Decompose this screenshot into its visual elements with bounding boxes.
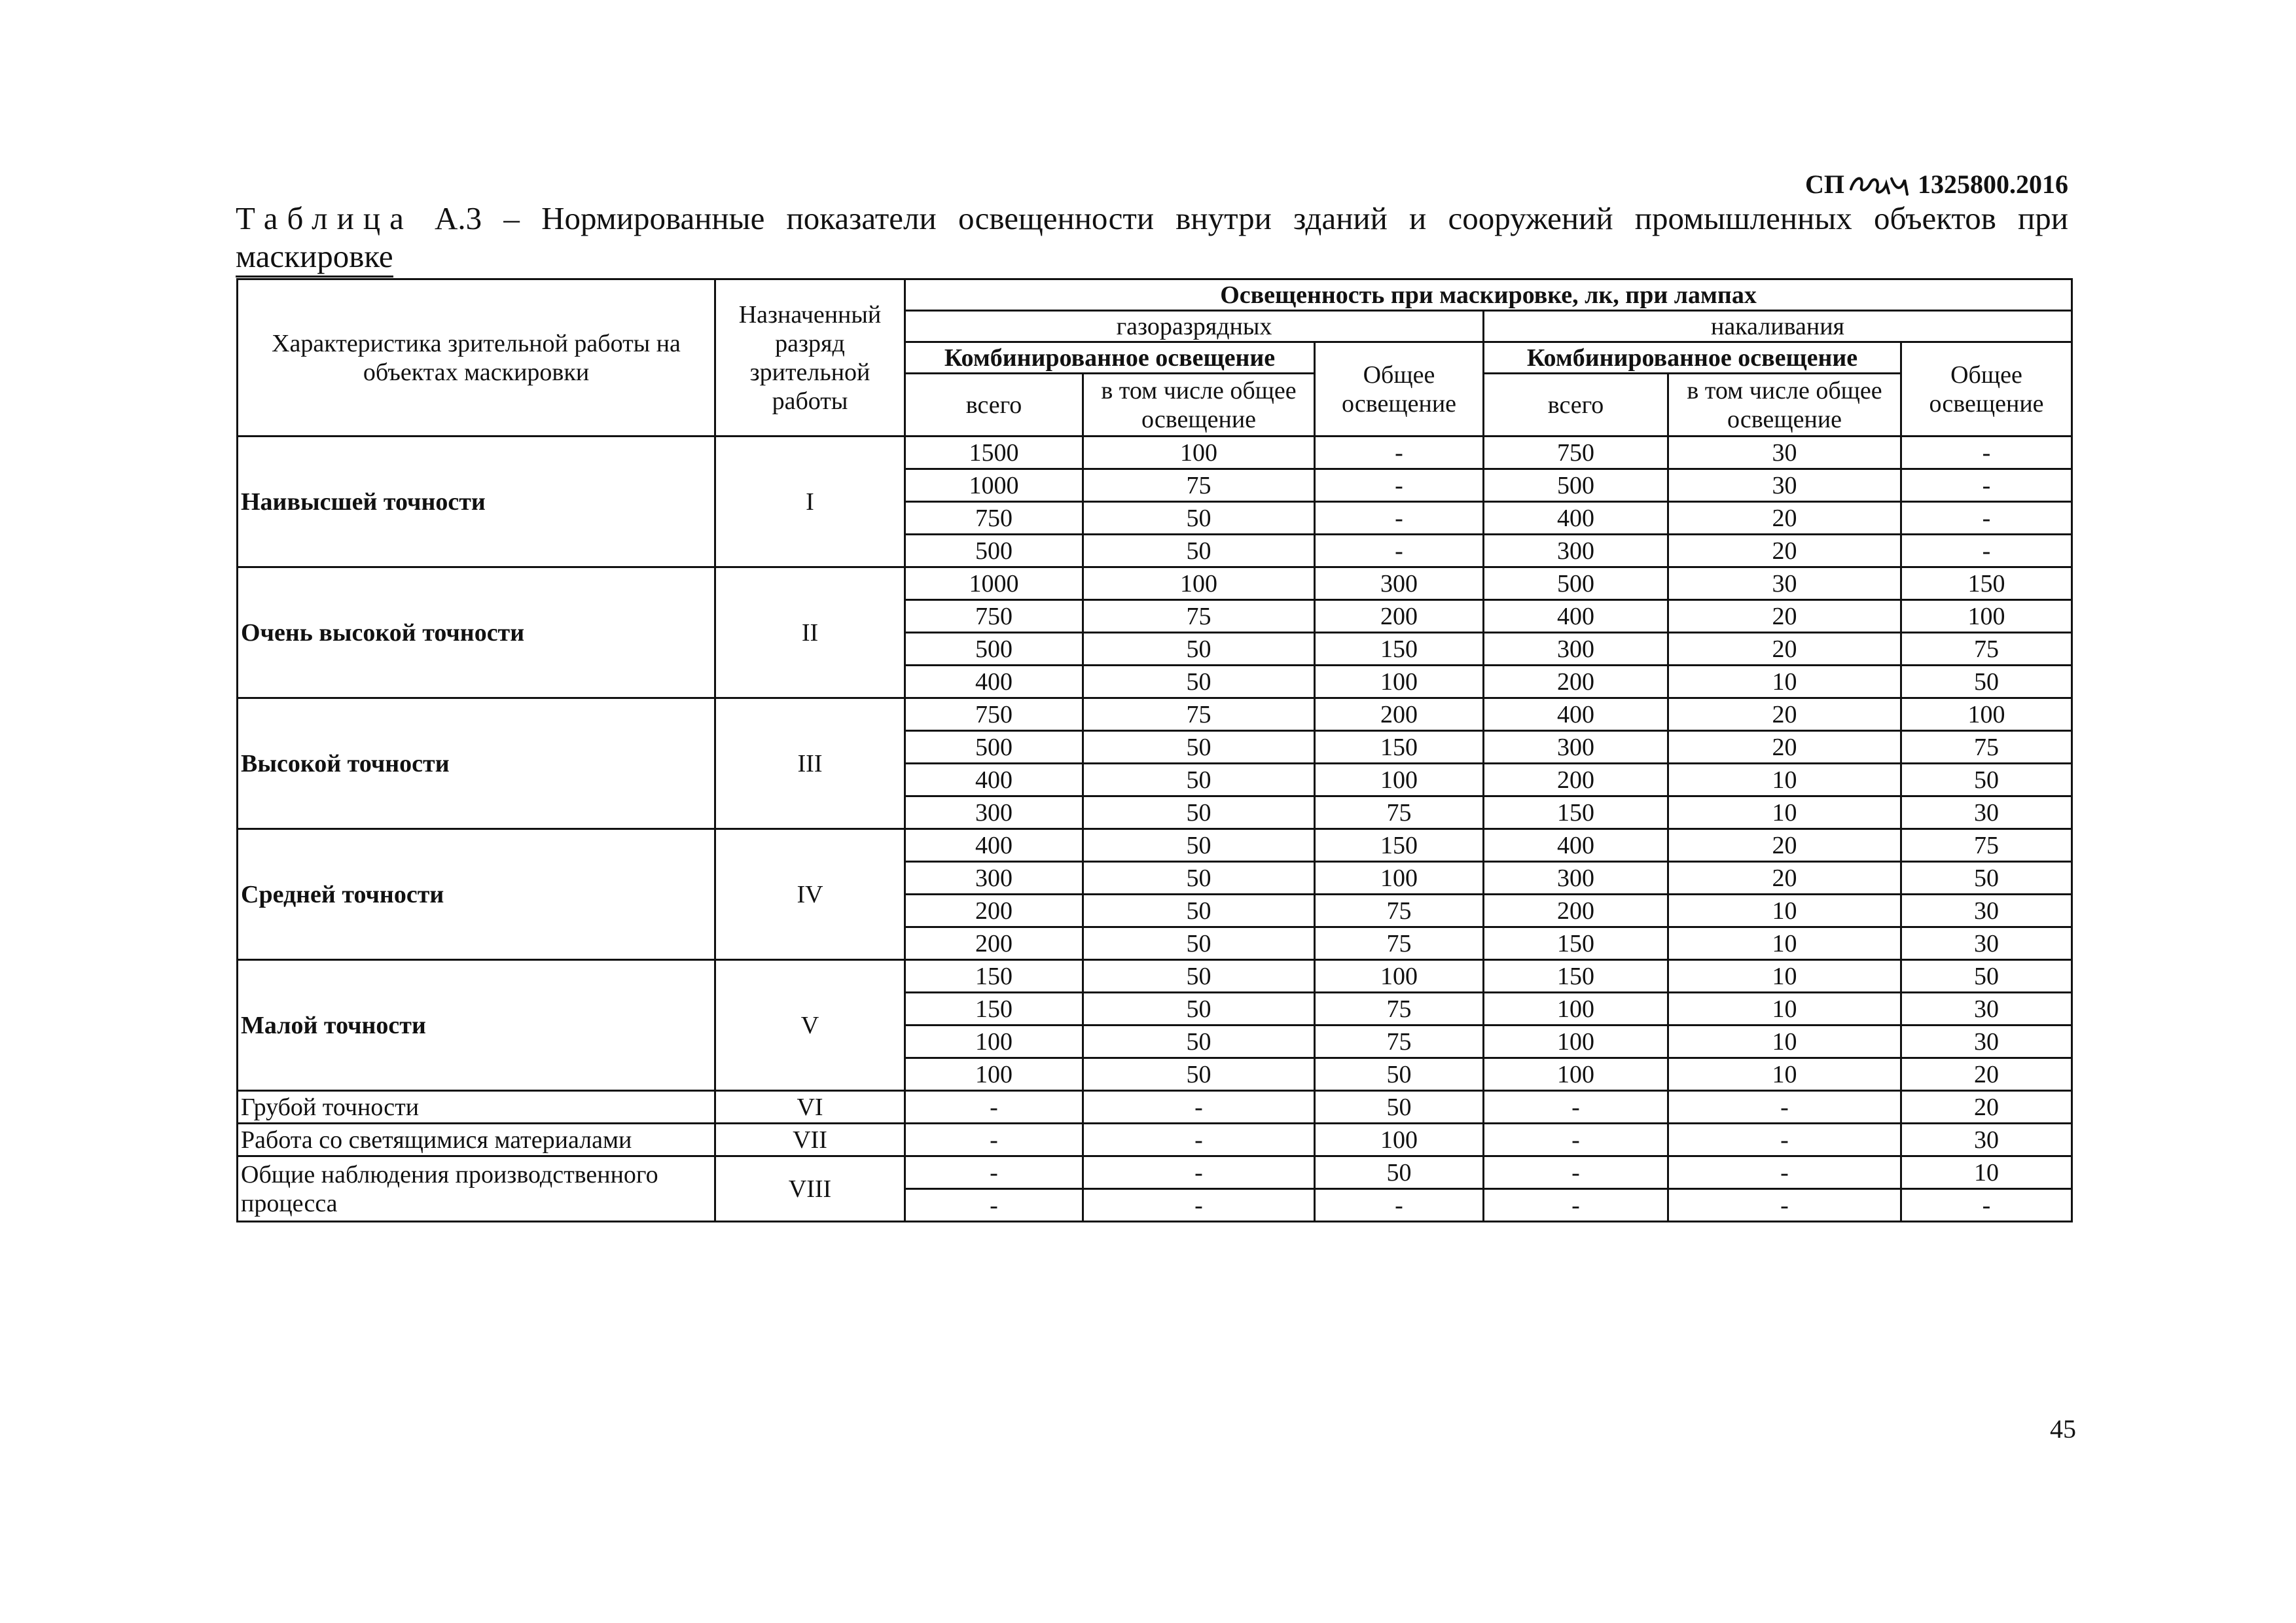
illuminance-value: 100 — [1901, 698, 2072, 731]
illuminance-value: 100 — [1484, 1058, 1668, 1091]
illuminance-value: 50 — [1315, 1156, 1484, 1189]
illuminance-value: 400 — [905, 829, 1083, 862]
illuminance-value: 10 — [1668, 796, 1901, 829]
work-characteristic: Наивысшей точности — [238, 437, 715, 567]
caption-text: А.3 – Нормированные показатели освещенности внутри зданий и сооружений промышленных объектов при — [435, 200, 2069, 236]
illuminance-value: - — [1315, 469, 1484, 502]
illuminance-value: 300 — [905, 862, 1083, 895]
illuminance-value: 75 — [1315, 1026, 1484, 1058]
illuminance-value: 10 — [1668, 895, 1901, 927]
table-row — [238, 698, 2072, 731]
illuminance-value: 30 — [1901, 993, 2072, 1026]
handwritten-number-signature — [1848, 169, 1914, 200]
work-characteristic: Работа со светящимися материалами — [238, 1124, 715, 1156]
illuminance-value: 20 — [1901, 1058, 2072, 1091]
illuminance-value: 20 — [1668, 600, 1901, 633]
illuminance-value: 150 — [905, 993, 1083, 1026]
illuminance-value: 300 — [1484, 862, 1668, 895]
illuminance-value: 75 — [1315, 927, 1484, 960]
illuminance-value: 75 — [1083, 698, 1315, 731]
illuminance-value: - — [1083, 1091, 1315, 1124]
illuminance-value: 150 — [1484, 927, 1668, 960]
header-incl-general-discharge: в том числе общее освещение — [1083, 374, 1315, 437]
illuminance-value: 200 — [1484, 666, 1668, 698]
illuminance-value: - — [1315, 502, 1484, 535]
illuminance-value: 50 — [1083, 764, 1315, 796]
work-characteristic: Высокой точности — [238, 698, 715, 829]
illuminance-value: 75 — [1083, 469, 1315, 502]
illuminance-value: 30 — [1901, 796, 2072, 829]
illuminance-value: 50 — [1315, 1058, 1484, 1091]
illuminance-value: 750 — [905, 600, 1083, 633]
illuminance-value: 150 — [1315, 731, 1484, 764]
work-characteristic: Средней точности — [238, 829, 715, 960]
illuminance-value: - — [1901, 535, 2072, 567]
caption-continuation: маскировке — [236, 238, 393, 277]
illuminance-value: - — [1315, 437, 1484, 469]
illuminance-value: 300 — [1484, 633, 1668, 666]
table-row — [238, 1124, 2072, 1156]
illuminance-value: - — [905, 1156, 1083, 1189]
illuminance-value: 1000 — [905, 567, 1083, 600]
illuminance-value: 150 — [1315, 633, 1484, 666]
illuminance-value: 75 — [1315, 895, 1484, 927]
illuminance-value: 50 — [1901, 666, 2072, 698]
illuminance-value: 150 — [1484, 960, 1668, 993]
illuminance-value: 150 — [905, 960, 1083, 993]
illuminance-value: 400 — [1484, 829, 1668, 862]
header-combined-discharge: Комбинированное освещение — [905, 342, 1315, 374]
illuminance-value: - — [1901, 1189, 2072, 1222]
illuminance-value: - — [1668, 1189, 1901, 1222]
illuminance-value: 50 — [1083, 862, 1315, 895]
illuminance-value: 50 — [1083, 502, 1315, 535]
illuminance-value: 1500 — [905, 437, 1083, 469]
illuminance-value: 10 — [1668, 1026, 1901, 1058]
illuminance-value: 100 — [1315, 666, 1484, 698]
illuminance-value: 200 — [1484, 764, 1668, 796]
header-characteristic: Характеристика зрительной работы на объектах маскировки — [238, 279, 715, 437]
illuminance-value: - — [905, 1091, 1083, 1124]
illuminance-value: 50 — [1083, 993, 1315, 1026]
page-number: 45 — [2050, 1414, 2076, 1444]
illuminance-value: 20 — [1668, 535, 1901, 567]
work-category: II — [715, 567, 905, 698]
table-row — [238, 829, 2072, 862]
illuminance-value: 20 — [1668, 829, 1901, 862]
illuminance-value: 200 — [1315, 600, 1484, 633]
illuminance-value: 200 — [1484, 895, 1668, 927]
illuminance-value: 50 — [1901, 764, 2072, 796]
table-row — [238, 567, 2072, 600]
illuminance-value: 400 — [905, 764, 1083, 796]
illuminance-value: 75 — [1901, 731, 2072, 764]
illuminance-value: 100 — [905, 1058, 1083, 1091]
header-incl-general-incandescent: в том числе общее освещение — [1668, 374, 1901, 437]
header-incandescent-lamps: накаливания — [1484, 311, 2072, 342]
illuminance-value: - — [1083, 1156, 1315, 1189]
illuminance-value: 500 — [905, 535, 1083, 567]
header-total-incandescent: всего — [1484, 374, 1668, 437]
illuminance-value: - — [1484, 1091, 1668, 1124]
illuminance-value: 100 — [1315, 764, 1484, 796]
illuminance-value: 400 — [905, 666, 1083, 698]
illuminance-value: 50 — [1083, 535, 1315, 567]
table-row — [238, 437, 2072, 469]
illuminance-value: 750 — [905, 698, 1083, 731]
illuminance-value: - — [1315, 1189, 1484, 1222]
illuminance-value: 30 — [1668, 469, 1901, 502]
illuminance-value: - — [1484, 1124, 1668, 1156]
illuminance-value: 100 — [1083, 437, 1315, 469]
illuminance-value: 30 — [1668, 567, 1901, 600]
illuminance-value: 50 — [1083, 829, 1315, 862]
illuminance-value: 10 — [1668, 666, 1901, 698]
illuminance-value: 400 — [1484, 698, 1668, 731]
illuminance-value: 500 — [1484, 567, 1668, 600]
work-characteristic: Общие наблюдения производственного процесса — [238, 1156, 715, 1222]
illuminance-value: 500 — [905, 633, 1083, 666]
illuminance-value: 400 — [1484, 502, 1668, 535]
illuminance-value: - — [1083, 1189, 1315, 1222]
table-body — [238, 437, 2072, 1222]
illuminance-value: 10 — [1901, 1156, 2072, 1189]
header-combined-incandescent: Комбинированное освещение — [1484, 342, 1901, 374]
illuminance-value: 10 — [1668, 764, 1901, 796]
illuminance-value: 75 — [1083, 600, 1315, 633]
document-code-prefix: СП — [1805, 169, 1844, 199]
illuminance-value: 75 — [1315, 993, 1484, 1026]
table-row — [238, 960, 2072, 993]
illuminance-value: 20 — [1668, 731, 1901, 764]
illuminance-value: 500 — [1484, 469, 1668, 502]
header-general-discharge: Общее освещение — [1315, 342, 1484, 437]
table-caption — [236, 200, 2068, 238]
document-code — [1805, 169, 2068, 200]
work-characteristic: Очень высокой точности — [238, 567, 715, 698]
table-header — [238, 279, 2072, 437]
table-row — [238, 1091, 2072, 1124]
illuminance-value: 100 — [1484, 993, 1668, 1026]
illuminance-value: 100 — [905, 1026, 1083, 1058]
illuminance-value: 100 — [1315, 960, 1484, 993]
work-category: IV — [715, 829, 905, 960]
illuminance-value: 1000 — [905, 469, 1083, 502]
illuminance-value: 30 — [1901, 895, 2072, 927]
illuminance-value: 100 — [1315, 862, 1484, 895]
illuminance-value: 50 — [1083, 633, 1315, 666]
illuminance-value: - — [1484, 1189, 1668, 1222]
illuminance-value: 500 — [905, 731, 1083, 764]
illuminance-value: - — [1484, 1156, 1668, 1189]
illuminance-value: 300 — [1484, 731, 1668, 764]
caption-lead: Таблица — [236, 200, 413, 236]
illuminance-value: 150 — [1484, 796, 1668, 829]
illuminance-value: 100 — [1315, 1124, 1484, 1156]
illuminance-value: - — [1668, 1156, 1901, 1189]
work-category: V — [715, 960, 905, 1091]
illuminance-value: - — [1315, 535, 1484, 567]
illuminance-value: 10 — [1668, 960, 1901, 993]
header-discharge-lamps: газоразрядных — [905, 311, 1484, 342]
illuminance-value: 30 — [1668, 437, 1901, 469]
illuminance-value: - — [1901, 502, 2072, 535]
illuminance-value: 750 — [905, 502, 1083, 535]
illuminance-value: 50 — [1901, 862, 2072, 895]
header-total-discharge: всего — [905, 374, 1083, 437]
illuminance-value: 30 — [1901, 927, 2072, 960]
illuminance-value: - — [1083, 1124, 1315, 1156]
illuminance-value: 200 — [905, 895, 1083, 927]
illuminance-value: 50 — [1083, 1026, 1315, 1058]
illuminance-value: - — [1901, 469, 2072, 502]
illuminance-value: - — [905, 1189, 1083, 1222]
illuminance-value: 50 — [1083, 895, 1315, 927]
illuminance-value: 400 — [1484, 600, 1668, 633]
work-category: VII — [715, 1124, 905, 1156]
table-row — [238, 1156, 2072, 1189]
illuminance-value: - — [1901, 437, 2072, 469]
work-category: VI — [715, 1091, 905, 1124]
illuminance-value: 200 — [1315, 698, 1484, 731]
work-characteristic: Грубой точности — [238, 1091, 715, 1124]
illuminance-value: 200 — [905, 927, 1083, 960]
illuminance-value: 75 — [1901, 633, 2072, 666]
illuminance-value: 20 — [1668, 502, 1901, 535]
illuminance-value: 75 — [1315, 796, 1484, 829]
illuminance-value: 30 — [1901, 1026, 2072, 1058]
illuminance-value: 50 — [1083, 666, 1315, 698]
document-code-suffix: 1325800.2016 — [1918, 169, 2068, 199]
illuminance-value: 50 — [1901, 960, 2072, 993]
illuminance-value: 100 — [1484, 1026, 1668, 1058]
illuminance-value: 300 — [905, 796, 1083, 829]
illuminance-value: 300 — [1484, 535, 1668, 567]
illuminance-value: 20 — [1901, 1091, 2072, 1124]
illuminance-value: 20 — [1668, 698, 1901, 731]
illuminance-value: 30 — [1901, 1124, 2072, 1156]
illuminance-value: 50 — [1083, 960, 1315, 993]
illuminance-value: 300 — [1315, 567, 1484, 600]
illuminance-value: 50 — [1315, 1091, 1484, 1124]
work-characteristic: Малой точности — [238, 960, 715, 1091]
work-category: III — [715, 698, 905, 829]
illuminance-value: 100 — [1083, 567, 1315, 600]
illuminance-value: 50 — [1083, 731, 1315, 764]
illuminance-value: 75 — [1901, 829, 2072, 862]
header-illuminance: Освещенность при маскировке, лк, при лампах — [905, 279, 2072, 311]
work-category: I — [715, 437, 905, 567]
illuminance-value: 10 — [1668, 927, 1901, 960]
illuminance-value: 150 — [1901, 567, 2072, 600]
illuminance-value: 10 — [1668, 993, 1901, 1026]
illuminance-value: - — [1668, 1091, 1901, 1124]
illuminance-value: 20 — [1668, 633, 1901, 666]
illuminance-value: 750 — [1484, 437, 1668, 469]
illuminance-value: - — [905, 1124, 1083, 1156]
header-category: Назначенный разряд зрительной работы — [715, 279, 905, 437]
illuminance-value: 150 — [1315, 829, 1484, 862]
illuminance-value: 20 — [1668, 862, 1901, 895]
illuminance-value: - — [1668, 1124, 1901, 1156]
illuminance-value: 50 — [1083, 796, 1315, 829]
illuminance-value: 50 — [1083, 1058, 1315, 1091]
work-category: VIII — [715, 1156, 905, 1222]
illuminance-value: 50 — [1083, 927, 1315, 960]
illuminance-value: 100 — [1901, 600, 2072, 633]
header-general-incandescent: Общее освещение — [1901, 342, 2072, 437]
illuminance-table — [236, 278, 2073, 1222]
illuminance-value: 10 — [1668, 1058, 1901, 1091]
